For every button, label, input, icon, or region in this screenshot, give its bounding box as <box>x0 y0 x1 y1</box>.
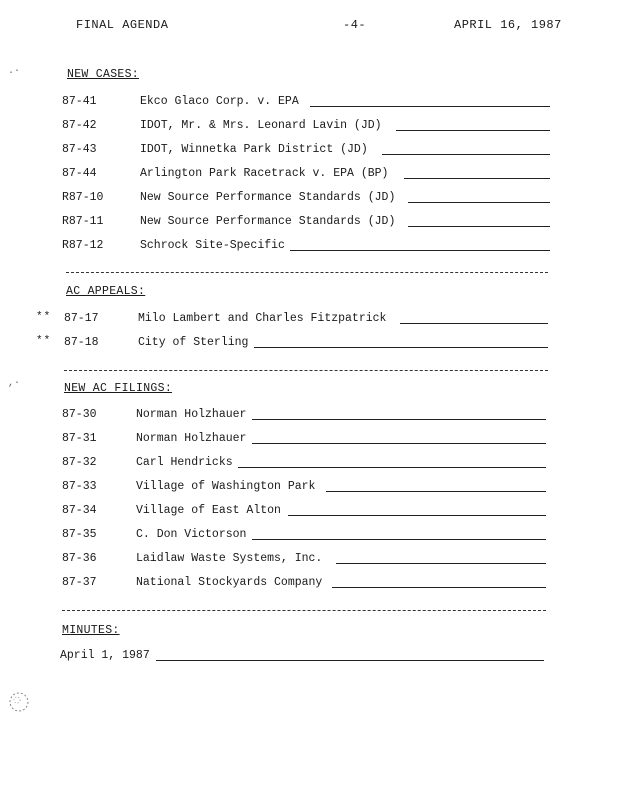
item-description: Village of Washington Park <box>136 480 316 493</box>
punch-hole-mark <box>6 688 32 716</box>
agenda-item <box>62 525 546 541</box>
agenda-item <box>62 453 546 469</box>
blank-line <box>252 419 546 420</box>
blank-line <box>254 347 548 348</box>
section-divider <box>66 272 548 273</box>
item-number: R87-10 <box>62 191 104 204</box>
item-number: 87-44 <box>62 167 97 180</box>
item-description: New Source Performance Standards (JD) <box>140 215 396 228</box>
blank-line <box>288 515 546 516</box>
blank-line <box>252 443 546 444</box>
agenda-item <box>62 212 550 228</box>
agenda-item <box>64 309 548 325</box>
item-description: Norman Holzhauer <box>136 432 247 445</box>
item-number: 87-18 <box>64 336 99 349</box>
blank-line <box>396 130 550 131</box>
blank-line <box>404 178 550 179</box>
agenda-item <box>62 92 550 108</box>
blank-line <box>408 202 550 203</box>
item-description: Schrock Site-Specific <box>140 239 285 252</box>
agenda-item <box>62 477 546 493</box>
item-number: 87-31 <box>62 432 97 445</box>
agenda-item <box>60 646 544 662</box>
agenda-item <box>62 164 550 180</box>
agenda-item <box>62 140 550 156</box>
agenda-item <box>64 333 548 349</box>
scan-speck: .· <box>8 66 21 77</box>
blank-line <box>290 250 550 251</box>
item-description: New Source Performance Standards (JD) <box>140 191 396 204</box>
blank-line <box>156 660 544 661</box>
item-number: 87-41 <box>62 95 97 108</box>
blank-line <box>400 323 548 324</box>
item-number: 87-42 <box>62 119 97 132</box>
item-number: 87-30 <box>62 408 97 421</box>
blank-line <box>252 539 546 540</box>
blank-line <box>238 467 546 468</box>
agenda-item <box>62 405 546 421</box>
item-number: 87-32 <box>62 456 97 469</box>
section-title-minutes: MINUTES: <box>62 624 120 637</box>
section-title-new-cases: NEW CASES: <box>67 68 140 81</box>
item-number: 87-35 <box>62 528 97 541</box>
section-divider <box>62 610 546 611</box>
header-title: FINAL AGENDA <box>76 18 169 32</box>
item-number: 87-36 <box>62 552 97 565</box>
item-number: 87-43 <box>62 143 97 156</box>
blank-line <box>382 154 550 155</box>
item-description: City of Sterling <box>138 336 249 349</box>
item-description: Arlington Park Racetrack v. EPA (BP) <box>140 167 389 180</box>
blank-line <box>336 563 546 564</box>
header-date: APRIL 16, 1987 <box>454 18 562 32</box>
item-description: IDOT, Winnetka Park District (JD) <box>140 143 368 156</box>
blank-line <box>332 587 546 588</box>
agenda-item <box>62 549 546 565</box>
agenda-item <box>62 236 550 252</box>
blank-line <box>408 226 550 227</box>
section-divider <box>64 370 548 371</box>
item-description: National Stockyards Company <box>136 576 323 589</box>
item-description: C. Don Victorson <box>136 528 247 541</box>
item-number: R87-12 <box>62 239 104 252</box>
item-number: R87-11 <box>62 215 104 228</box>
agenda-item <box>62 573 546 589</box>
priority-mark: ** <box>36 335 52 347</box>
item-number: 87-37 <box>62 576 97 589</box>
item-number: 87-17 <box>64 312 99 325</box>
header-page-number: -4- <box>343 18 367 32</box>
item-description: IDOT, Mr. & Mrs. Leonard Lavin (JD) <box>140 119 382 132</box>
agenda-item <box>62 116 550 132</box>
item-description: Milo Lambert and Charles Fitzpatrick <box>138 312 387 325</box>
section-title-new-ac-filings: NEW AC FILINGS: <box>64 382 173 395</box>
item-description: Norman Holzhauer <box>136 408 247 421</box>
priority-mark: ** <box>36 311 52 323</box>
item-description: Ekco Glaco Corp. v. EPA <box>140 95 299 108</box>
agenda-item <box>62 188 550 204</box>
agenda-item <box>62 429 546 445</box>
item-description: Village of East Alton <box>136 504 281 517</box>
blank-line <box>326 491 546 492</box>
item-description: Carl Hendricks <box>136 456 233 469</box>
agenda-item <box>62 501 546 517</box>
item-number: 87-33 <box>62 480 97 493</box>
section-title-ac-appeals: AC APPEALS: <box>66 285 146 298</box>
blank-line <box>310 106 550 107</box>
item-description: Laidlaw Waste Systems, Inc. <box>136 552 323 565</box>
item-description: April 1, 1987 <box>60 649 150 662</box>
scan-speck: ,· <box>8 378 21 389</box>
item-number: 87-34 <box>62 504 97 517</box>
